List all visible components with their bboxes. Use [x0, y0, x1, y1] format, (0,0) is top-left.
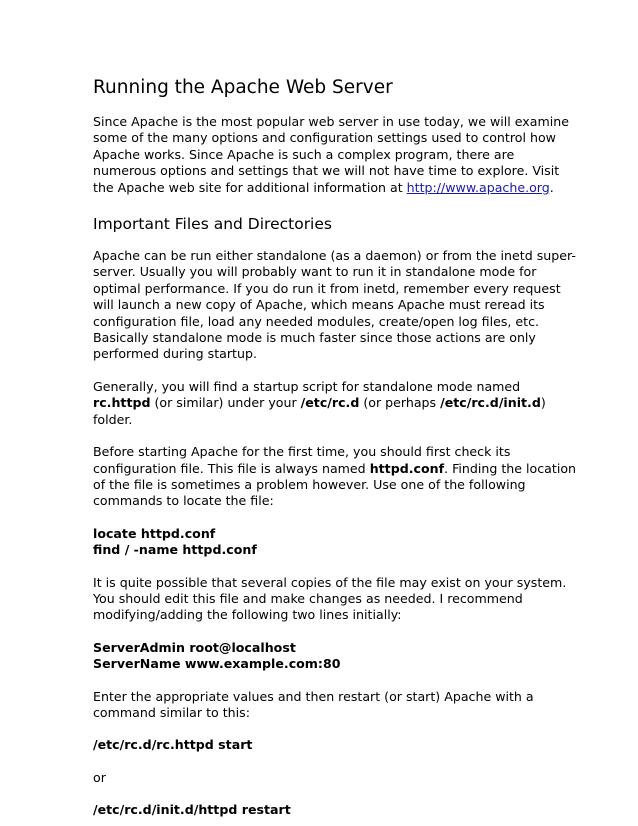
config-paragraph: Before starting Apache for the first time, you should first check its configuration file. This file is always named httpd.conf. Finding the location of the file is sometimes a problem however. Use one of the following commands to locate the file: [93, 444, 577, 509]
etc-rcd-initd-term: /etc/rc.d/init.d [440, 395, 541, 411]
standalone-paragraph: Apache can be run either standalone (as a daemon) or from the inetd super-server. Usually you will probably want to run it in standalone mode for optimal performance. If you do run it from inetd, remember every request will launch a new copy of Apache, which means Apache must reread its configuration file, load any needed modules, create/open log files, etc. Basically standalone mode is much faster since those actions are only performed during startup. [93, 248, 576, 362]
section-heading: Important Files and Directories [93, 215, 332, 234]
httpd-conf-term: httpd.conf [369, 460, 445, 476]
etc-rcd-term: /etc/rc.d [300, 395, 360, 411]
restart-paragraph: Enter the appropriate values and then restart (or start) Apache with a command similar to this: [93, 688, 534, 720]
config-lines [93, 640, 578, 673]
locate-commands [93, 526, 578, 559]
restart-command: /etc/rc.d/init.d/httpd restart [93, 802, 291, 818]
intro-text: Since Apache is the most popular web server in use today, we will examine some of the many options and configuration settings used to control how Apache works. Since Apache is such a complex program, there are numerous options and settings that we will not have time to explore. Visit the Apache web site for additional information at [93, 114, 569, 195]
or-text: or [93, 769, 106, 785]
locate-command: locate httpd.conf [93, 525, 216, 541]
intro-end: . [549, 179, 554, 195]
server-admin-line: ServerAdmin root@localhost [93, 639, 296, 655]
find-command: find / -name httpd.conf [93, 542, 257, 558]
copies-paragraph: It is quite possible that several copies of the file may exist on your system. You should edit this file and make changes as needed. I recommend modifying/adding the following two lines initially: [93, 574, 567, 623]
start-command: /etc/rc.d/rc.httpd start [93, 737, 253, 753]
intro-paragraph [93, 114, 578, 196]
apache-site-link[interactable]: http://www.apache.org [406, 179, 550, 195]
page-title: Running the Apache Web Server [93, 77, 393, 98]
server-name-line: ServerName www.example.com:80 [93, 656, 341, 672]
rc-httpd-term: rc.httpd [93, 395, 151, 411]
startup-paragraph: Generally, you will find a startup script for standalone mode named rc.httpd (or similar) under your /etc/rc.d (or perhaps /etc/rc.d/init.d) folder. [93, 378, 546, 427]
